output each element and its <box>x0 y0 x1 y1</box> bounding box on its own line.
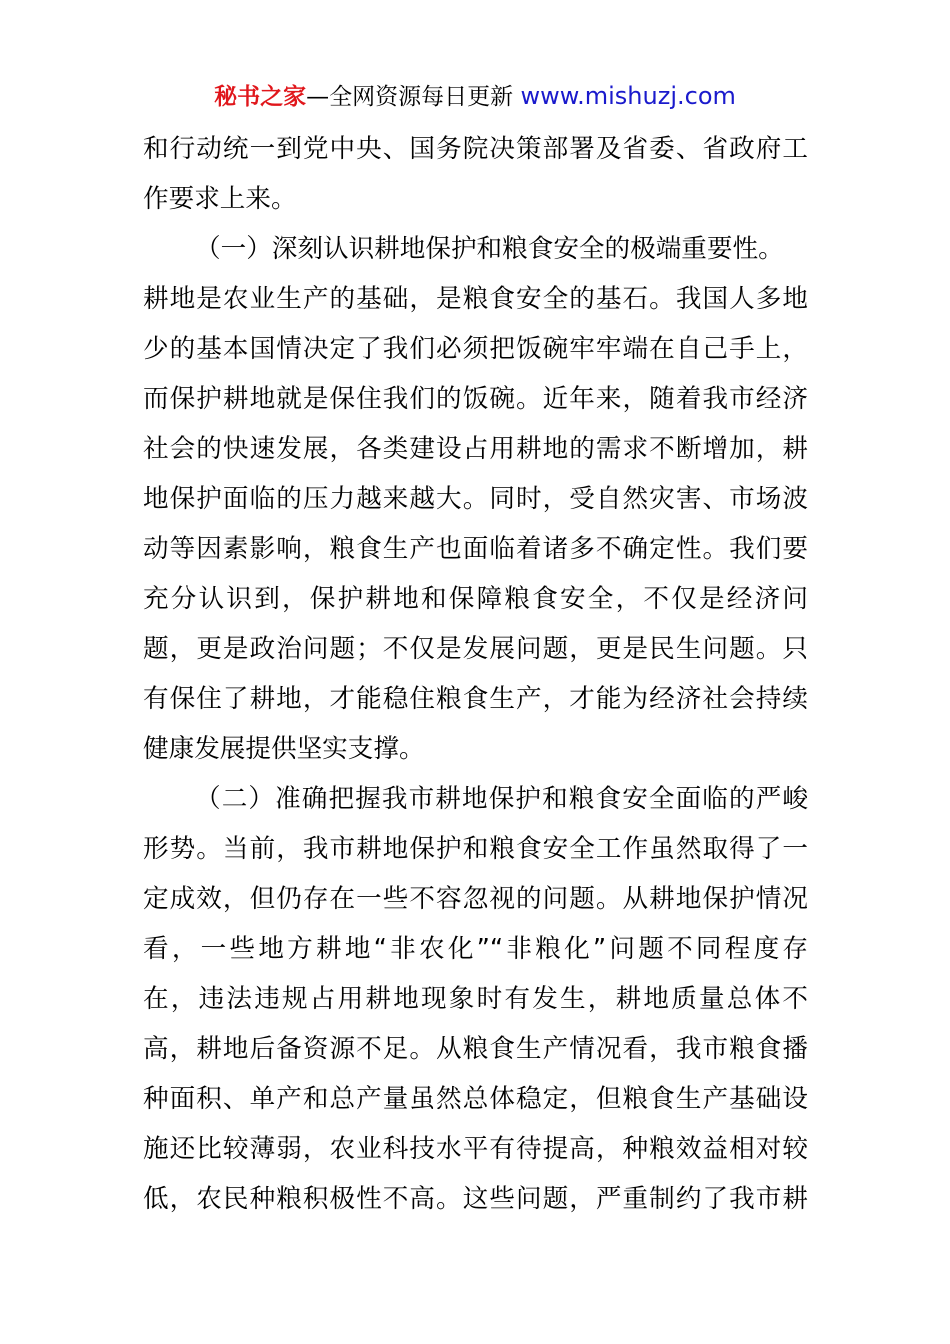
text-line: 低，农民种粮积极性不高。这些问题，严重制约了我市耕 <box>143 1184 808 1214</box>
site-tagline: —全网资源每日更新 <box>306 84 514 110</box>
text-line: 地保护面临的压力越来越大。同时，受自然灾害、市场波 <box>143 484 808 514</box>
text-line: 健康发展提供坚实支撑。 <box>143 734 425 764</box>
text-line: 形势。当前，我市耕地保护和粮食安全工作虽然取得了一 <box>143 834 808 864</box>
site-brand: 秘书之家 <box>214 84 307 110</box>
section-heading-line: （二）准确把握我市耕地保护和粮食安全面临的严峻 <box>195 784 808 814</box>
text-line: 题，更是政治问题；不仅是发展问题，更是民生问题。只 <box>143 634 808 664</box>
text-line: 和行动统一到党中央、国务院决策部署及省委、省政府工 <box>143 134 808 164</box>
site-url[interactable]: www.mishuzj.com <box>520 82 736 110</box>
text-line: 有保住了耕地，才能稳住粮食生产，才能为经济社会持续 <box>143 684 808 714</box>
text-line: 充分认识到，保护耕地和保障粮食安全，不仅是经济问 <box>143 584 808 614</box>
text-line: 少的基本国情决定了我们必须把饭碗牢牢端在自己手上， <box>143 334 808 364</box>
text-line: 而保护耕地就是保住我们的饭碗。近年来，随着我市经济 <box>143 384 808 414</box>
document-body <box>143 124 808 1224</box>
text-line: 动等因素影响，粮食生产也面临着诸多不确定性。我们要 <box>143 534 808 564</box>
page-header <box>0 80 950 113</box>
text-line: 社会的快速发展，各类建设占用耕地的需求不断增加，耕 <box>143 434 808 464</box>
text-line: 作要求上来。 <box>143 184 297 214</box>
text-line: 在，违法违规占用耕地现象时有发生，耕地质量总体不 <box>143 984 808 1014</box>
text-line: 高，耕地后备资源不足。从粮食生产情况看，我市粮食播 <box>143 1034 808 1064</box>
section-heading-line: （一）深刻认识耕地保护和粮食安全的极端重要性。 <box>195 234 784 264</box>
text-line: 看，一些地方耕地“非农化”“非粮化”问题不同程度存 <box>143 934 808 964</box>
text-line: 耕地是农业生产的基础，是粮食安全的基石。我国人多地 <box>143 284 808 314</box>
text-line: 种面积、单产和总产量虽然总体稳定，但粮食生产基础设 <box>143 1084 808 1114</box>
text-line: 施还比较薄弱，农业科技水平有待提高，种粮效益相对较 <box>143 1134 808 1164</box>
text-line: 定成效，但仍存在一些不容忽视的问题。从耕地保护情况 <box>143 884 808 914</box>
